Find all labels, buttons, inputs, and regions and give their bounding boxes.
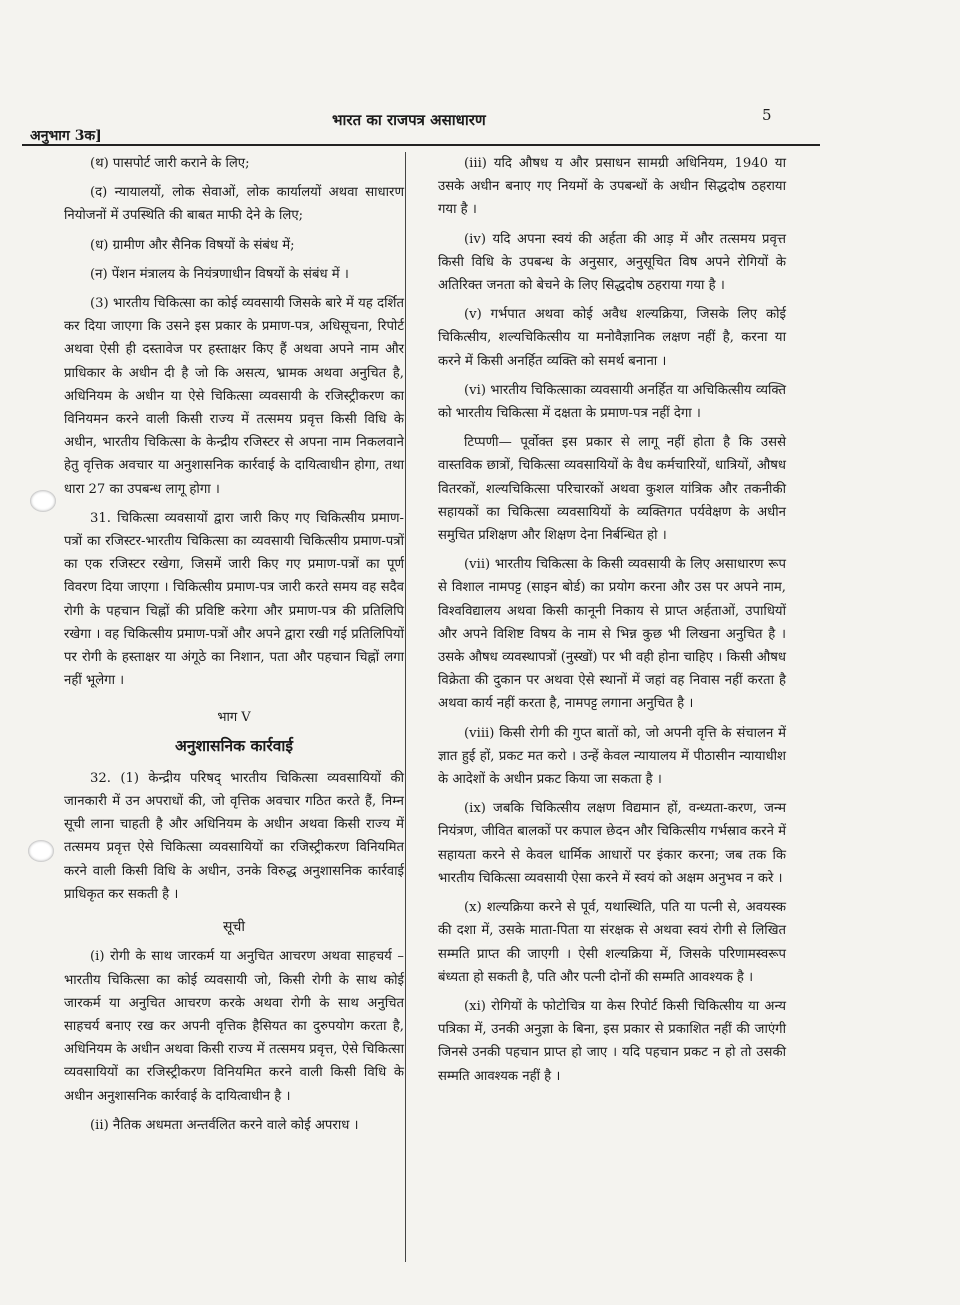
- item-v: (v) गर्भपात अथवा कोई अवैध शल्यक्रिया, जिसके लिए कोई चिकित्सीय, शल्यचिकित्सीय या मनोवैज्ञानिक लक्षण नहीं है, करना या करने में किसी अनर्हित व्यक्ति को समर्थ बनाना ।: [438, 307, 786, 369]
- faded-stamp: [407, 348, 466, 397]
- item-viii: (viii) किसी रोगी की गुप्त बातों को, जो अपनी वृत्ति के संचालन में ज्ञात हुई हों, प्रकट मत करो । उन्हें केवल न्यायालय में पीठासीन न्यायाधीश के आदेशों के अधीन प्रकट किया जा सकता है ।: [438, 725, 786, 788]
- item-i: (i) रोगी के साथ जारकर्म या अनुचित आचरण अथवा साहचर्य – भारतीय चिकित्सा का कोई व्यवसायी जो, किसी रोगी के साथ कोई जारकर्म या अनुचित आचरण करके अथवा रोगी के साथ अनुचित साहचर्य बनाए रख कर अपनी वृत्तिक हैसियत का दुरुपयोग करता है, अधिनियम के अधीन अथवा किसी राज्य में तत्समय प्रवृत्त, ऐसे चिकित्सा व्यवसायियों का रजिस्ट्रीकरण विनियमित करने वाली किसी विधि के अधीन अनुशासनिक कार्रवाई के दायित्वाधीन है ।: [64, 949, 404, 1104]
- clause-tha: (थ) पासपोर्ट जारी कराने के लिए;: [90, 156, 250, 171]
- column-divider: [405, 152, 406, 1262]
- clause-dha: (ध) ग्रामीण और सैनिक विषयों के संबंध में;: [90, 237, 295, 253]
- part-label: अनुभाग 3क]: [30, 128, 102, 144]
- list-heading: सूची: [223, 919, 245, 936]
- item-vii: (vii) भारतीय चिकित्सा के किसी व्यवसायी के लिए असाधारण रूप से विशाल नामपट्ट (साइन बोर्ड) का प्रयोग करना और उस पर अपने नाम, विश्वविद्यालय अथवा किसी कानूनी निकाय से प्राप्त अर्हताओं, उपाधियों और अपने विशिष्ट विषय के नाम से भिन्न कुछ भी लिखना अनुचित है । उसके औषध व्यवस्थापत्रों (नुस्खों) पर भी वही होना चाहिए । किसी औषध विक्रेता की दुकान पर अथवा ऐसे स्थानों में जहां वह निवास नहीं करता है अथवा कार्य नहीं करता है, नामपट्ट लगाना अनुचित है ।: [438, 557, 786, 712]
- item-ii: (ii) नैतिक अधमता अन्तर्वलित करने वाले कोई अपराध ।: [90, 1117, 359, 1133]
- part-v-heading: अनुशासनिक कार्रवाई: [175, 735, 293, 755]
- item-vi: (vi) भारतीय चिकित्साका व्यवसायी अनर्हित या अचिकित्सीय व्यक्ति को भारतीय चिकित्सा में दक्षता के प्रमाण-पत्र नहीं देगा ।: [438, 382, 786, 422]
- item-iii: (iii) यदि औषध य और प्रसाधन सामग्री अधिनियम, 1940 या उसके अधीन बनाए गए नियमों के उपबन्धों के अधीन सिद्धदोष ठहराया गया है ।: [438, 156, 786, 218]
- punch-hole: [30, 490, 56, 512]
- right-column: [438, 152, 786, 1094]
- section-32: 32. (1) केन्द्रीय परिषद् भारतीय चिकित्सा व्यवसायियों की जानकारी में उन अपराधों की, जो वृत्तिक अवचार गठित करते हैं, निम्न सूची लाना चाहती है और अधिनियम के अधीन अथवा किसी राज्य में तत्समय प्रवृत्त ऐसे चिकित्सा व्यवसायियों का रजिस्ट्रीकरण विनियमित करने वाली किसी विधि के अधीन, उनके विरुद्ध अनुशासनिक कार्रवाई प्राधिकृत कर सकती है ।: [64, 770, 404, 902]
- part-v-label: भाग V: [217, 710, 251, 726]
- left-column: [64, 152, 404, 1143]
- note: टिप्पणी— पूर्वोक्त इस प्रकार से लागू नहीं होता है कि उससे वास्तविक छात्रों, चिकित्सा व्यवसायियों के वैध कर्मचारियों, धात्रियों, औषध वितरकों, शल्यचिकित्सा परिचारकों अथवा कुशल यांत्रिक और तकनीकी सहायकों का चिकित्सा व्यवसायियों के व्यक्तिगत पर्यवेक्षण के अधीन समुचित प्रशिक्षण और शिक्षण देना निर्बन्धित हो ।: [438, 435, 786, 544]
- clause-da: (द) न्यायालयों, लोक सेवाओं, लोक कार्यालयों अथवा साधारण नियोजनों में उपस्थिति की बाबत माफी देने के लिए;: [64, 185, 404, 224]
- page-header: [22, 104, 822, 144]
- page-number: 5: [762, 106, 772, 124]
- item-iv: (iv) यदि अपना स्वयं की अर्हता की आड़ में और तत्समय प्रवृत्त किसी विधि के उपबन्ध के अनुसार, अनुसूचित विष अपने रोगियों के अतिरिक्त जनता को बेचने के लिए सिद्धदोष ठहराया गया है ।: [438, 231, 786, 294]
- item-xi: (xi) रोगियों के फोटोचित्र या केस रिपोर्ट किसी चिकित्सीय या अन्य पत्रिका में, उनकी अनुज्ञा के बिना, इस प्रकार से प्रकाशित नहीं की जाएंगी जिनसे उनकी पहचान प्राप्त हो जाए । यदि पहचान प्रकट न हो तो उसकी सम्मति आवश्यक नहीं है ।: [438, 998, 786, 1084]
- punch-hole: [28, 840, 54, 862]
- item-ix: (ix) जबकि चिकित्सीय लक्षण विद्यमान हों, वन्ध्यता-करण, जन्म नियंत्रण, जीवित बालकों पर कपाल छेदन और चिकित्सीय गर्भस्राव करने में सहायता करने से केवल धार्मिक आधारों पर इंकार करना; जब तक कि भारतीय चिकित्सा व्यवसायी ऐसा करने में स्वयं को अक्षम अनुभव न करे ।: [438, 801, 786, 886]
- header-rule: [22, 144, 820, 146]
- clause-3: (3) भारतीय चिकित्सा का कोई व्यवसायी जिसके बारे में यह दर्शित कर दिया जाएगा कि उसने इस प्रकार के प्रमाण-पत्र, अधिसूचना, रिपोर्ट अथवा ऐसी ही दस्तावेज पर हस्ताक्षर किए हैं अथवा अपने नाम और प्राधिकार के अधीन दी है जो कि असत्य, भ्रामक अथवा अनुचित है, अधिनियम के अधीन या ऐसे चिकित्सा व्यवसायी के रजिस्ट्रीकरण का विनियमन करने वाली किसी राज्य में तत्समय प्रवृत्त किसी विधि के अधीन, भारतीय चिकित्सा के केन्द्रीय रजिस्टर से अपना नाम निकलवाने हेतु वृत्तिक अवचार या अनुशासनिक कार्रवाई के दायित्वाधीन होगा, तथा धारा 27 का उपबन्ध लागू होगा ।: [64, 296, 404, 497]
- gazette-title: भारत का राजपत्र असाधारण: [332, 111, 486, 129]
- item-x: (x) शल्यक्रिया करने से पूर्व, यथास्थिति, पति या पत्नी से, अवयस्क की दशा में, उसके माता-पिता या संरक्षक से अथवा स्वयं रोगी से लिखित सम्मति प्राप्त की जाएगी । ऐसी शल्यक्रिया में, जिसके परिणामस्वरूप बंध्यता हो सकती है, पति और पत्नी दोनों की सम्मति आवश्यक है ।: [438, 900, 786, 985]
- section-31: 31. चिकित्सा व्यवसायों द्वारा जारी किए गए चिकित्सीय प्रमाण-पत्रों का रजिस्टर-भारतीय चिकित्सा का व्यवसायी चिकित्सीय प्रमाण-पत्रों का एक रजिस्टर रखेगा, जिसमें जारी किए गए प्रमाण-पत्रों का पूर्ण विवरण दिया जाएगा । चिकित्सीय प्रमाण-पत्र जारी करते समय वह सदैव रोगी के पहचान चिह्नों की प्रविष्टि करेगा और प्रमाण-पत्र की प्रतिलिपि रखेगा । वह चिकित्सीय प्रमाण-पत्रों और अपने द्वारा रखी गई प्रतिलिपियों पर रोगी के हस्ताक्षर या अंगूठे का निशान, पता और पहचान चिह्नों लगा नहीं भूलेगा ।: [64, 510, 404, 689]
- clause-na: (न) पेंशन मंत्रालय के नियंत्रणाधीन विषयों के संबंध में ।: [90, 266, 349, 282]
